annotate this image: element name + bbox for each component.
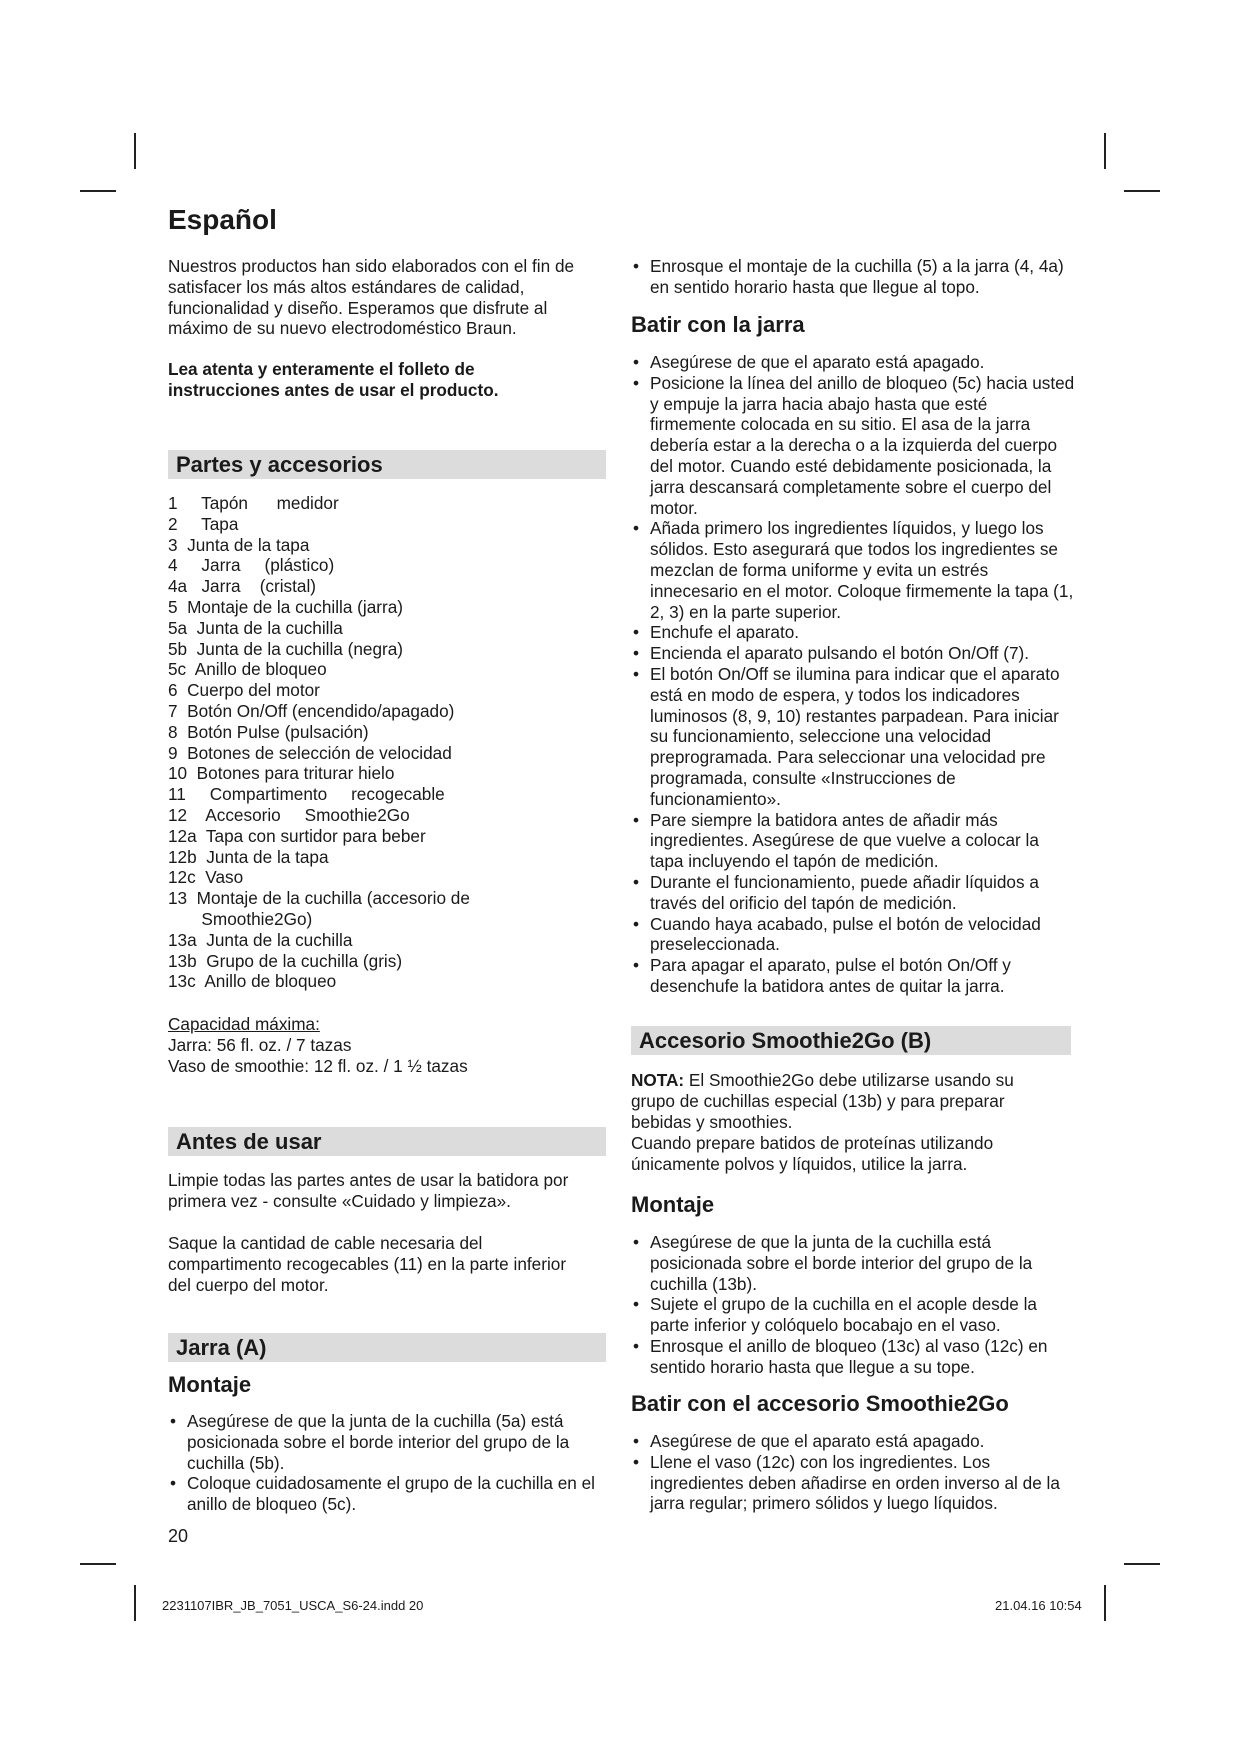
section-heading-jar: Jarra (A)	[168, 1333, 606, 1362]
parts-list-item: 5c Anillo de bloqueo	[168, 659, 327, 680]
parts-list-item: Smoothie2Go)	[168, 908, 313, 929]
list-item: • Sujete el grupo de la cuchilla en el acople desde la parte inferior y colóquelo bocabajo en el vaso.	[631, 1294, 1061, 1336]
capacity-smoothie: Vaso de smoothie: 12 fl. oz. / 1 ½ tazas	[168, 1056, 468, 1076]
warning-paragraph: Lea atenta y enteramente el folleto de instrucciones antes de usar el producto.	[168, 359, 499, 400]
subheading-jar-assembly: Montaje	[168, 1372, 252, 1397]
parts-list-item: 6 Cuerpo del motor	[168, 680, 320, 701]
capacity-label: Capacidad máxima:	[168, 1014, 320, 1034]
list-item: • Cuando haya acabado, pulse el botón de velocidad preseleccionada.	[631, 914, 1075, 956]
crop-mark	[1124, 190, 1160, 192]
subheading-smoothie-assembly: Montaje	[631, 1192, 715, 1217]
capacity-jar: Jarra: 56 fl. oz. / 7 tazas	[168, 1035, 352, 1055]
parts-list-item: 12 Accesorio Smoothie2Go	[168, 804, 410, 825]
note-label: NOTA:	[631, 1070, 685, 1090]
parts-list-item: 8 Botón Pulse (pulsación)	[168, 721, 369, 742]
smoothie-note-paragraph-2: Cuando prepare batidos de proteínas utilizando únicamente polvos y líquidos, utilice la jarra.	[631, 1133, 994, 1174]
list-item: • Asegúrese de que el aparato está apagado.	[631, 1431, 1077, 1452]
list-item: • Enchufe el aparato.	[631, 622, 1075, 643]
before-use-paragraph-1: Limpie todas las partes antes de usar la batidora por primera vez - consulte «Cuidado y limpieza».	[168, 1170, 569, 1211]
list-item: • Llene el vaso (12c) con los ingredientes. Los ingredientes deben añadirse en orden inverso al de la jarra regular; primero sólidos y luego líquidos.	[631, 1452, 1077, 1514]
list-item: • El botón On/Off se ilumina para indicar que el aparato está en modo de espera, y todos los indicadores luminosos (8, 9, 10) restantes parpadean. Para iniciar su funcionamiento, seleccione una velocidad preprogramada. Para seleccionar una velocidad pre programada, consulte «Instrucciones de funcionamiento».	[631, 664, 1075, 810]
list-item: • Durante el funcionamiento, puede añadir líquidos a través del orificio del tapón de medición.	[631, 872, 1075, 914]
crop-mark	[1104, 1585, 1106, 1621]
footer-timestamp: 21.04.16 10:54	[995, 1598, 1082, 1613]
intro-paragraph: Nuestros productos han sido elaborados con el fin de satisfacer los más altos estándares de calidad, funcionalidad y diseño. Esperamos que disfrute al máximo de su nuevo electrodoméstico Braun.	[168, 256, 575, 339]
parts-list-item: 5b Junta de la cuchilla (negra)	[168, 638, 404, 659]
footer-file-info: 2231107IBR_JB_7051_USCA_S6-24.indd 20	[162, 1598, 424, 1613]
list-item: • Posicione la línea del anillo de bloqueo (5c) hacia usted y empuje la jarra hacia abajo hasta que esté firmemente colocada en su sitio. El asa de la jarra debería estar a la derecha o a la izquierda del cuerpo del motor. Cuando esté debidamente posicionada, la jarra descansará completamente sobre el cuerpo del motor.	[631, 373, 1075, 519]
jar-assembly-list	[168, 1411, 598, 1515]
subheading-smoothie-blend: Batir con el accesorio Smoothie2Go	[631, 1391, 1009, 1416]
crop-mark	[1104, 133, 1106, 169]
section-heading-before-use: Antes de usar	[168, 1127, 606, 1156]
parts-list-item: 5a Junta de la cuchilla	[168, 617, 343, 638]
before-use-paragraph-2: Saque la cantidad de cable necesaria del compartimento recogecables (11) en la parte inferior del cuerpo del motor.	[168, 1233, 567, 1295]
section-heading-parts: Partes y accesorios	[168, 450, 606, 479]
note-text: El Smoothie2Go debe utilizarse usando su grupo de cuchillas especial (13b) y para preparar bebidas y smoothies.	[631, 1070, 1014, 1132]
jar-assembly-list-continued	[631, 256, 1071, 298]
parts-list-item: 12a Tapa con surtidor para beber	[168, 825, 426, 846]
parts-list-item: 7 Botón On/Off (encendido/apagado)	[168, 700, 455, 721]
crop-mark	[134, 1585, 136, 1621]
parts-list-item: 10 Botones para triturar hielo	[168, 763, 395, 784]
crop-mark	[1124, 1563, 1160, 1565]
list-item: • Asegúrese de que la junta de la cuchilla (5a) está posicionada sobre el borde interior del grupo de la cuchilla (5b).	[168, 1411, 598, 1473]
smoothie-assembly-list	[631, 1232, 1061, 1378]
parts-list-item: 4a Jarra (cristal)	[168, 576, 317, 597]
parts-list-item: 13a Junta de la cuchilla	[168, 929, 353, 950]
list-item: • Pare siempre la batidora antes de añadir más ingredientes. Asegúrese de que vuelve a colocar la tapa incluyendo el tapón de medición.	[631, 810, 1075, 872]
section-heading-smoothie2go: Accesorio Smoothie2Go (B)	[631, 1026, 1071, 1055]
parts-list-item: 1 Tapón medidor	[168, 493, 339, 513]
list-item: • Coloque cuidadosamente el grupo de la cuchilla en el anillo de bloqueo (5c).	[168, 1473, 598, 1515]
parts-list	[168, 493, 470, 992]
list-item: • Enrosque el anillo de bloqueo (13c) al vaso (12c) en sentido horario hasta que llegue a su tope.	[631, 1336, 1061, 1378]
list-item: • Para apagar el aparato, pulse el botón On/Off y desenchufe la batidora antes de quitar la jarra.	[631, 955, 1075, 997]
parts-list-item: 3 Junta de la tapa	[168, 534, 310, 555]
parts-list-item: 11 Compartimento recogecable	[168, 784, 445, 805]
page-title: Español	[168, 204, 277, 235]
list-item: • Asegúrese de que el aparato está apagado.	[631, 352, 1075, 373]
smoothie-note	[631, 1070, 1061, 1132]
parts-list-item: 2 Tapa	[168, 513, 239, 534]
list-item: • Asegúrese de que la junta de la cuchilla está posicionada sobre el borde interior del grupo de la cuchilla (13b).	[631, 1232, 1061, 1294]
list-item: • Enrosque el montaje de la cuchilla (5) a la jarra (4, 4a) en sentido horario hasta que llegue al topo.	[631, 256, 1071, 298]
parts-list-item: 13b Grupo de la cuchilla (gris)	[168, 950, 403, 971]
parts-list-item: 9 Botones de selección de velocidad	[168, 742, 452, 763]
jar-blend-list	[631, 352, 1075, 997]
crop-mark	[134, 133, 136, 169]
list-item: • Encienda el aparato pulsando el botón On/Off (7).	[631, 643, 1075, 664]
parts-list-item: 12c Vaso	[168, 867, 244, 888]
parts-list-item: 13 Montaje de la cuchilla (accesorio de	[168, 888, 470, 909]
subheading-jar-blend: Batir con la jarra	[631, 312, 805, 337]
crop-mark	[80, 1563, 116, 1565]
parts-list-item: 4 Jarra (plástico)	[168, 555, 335, 576]
list-item: • Añada primero los ingredientes líquidos, y luego los sólidos. Esto asegurará que todos los ingredientes se mezclan de forma uniforme y evita un estrés innecesario en el motor. Coloque firmemente la tapa (1, 2, 3) en la parte superior.	[631, 518, 1075, 622]
parts-list-item: 13c Anillo de bloqueo	[168, 971, 337, 992]
parts-list-item: 12b Junta de la tapa	[168, 846, 329, 867]
crop-mark	[80, 190, 116, 192]
parts-list-item: 5 Montaje de la cuchilla (jarra)	[168, 596, 404, 617]
page-number: 20	[168, 1526, 189, 1546]
smoothie-blend-list	[631, 1431, 1077, 1514]
